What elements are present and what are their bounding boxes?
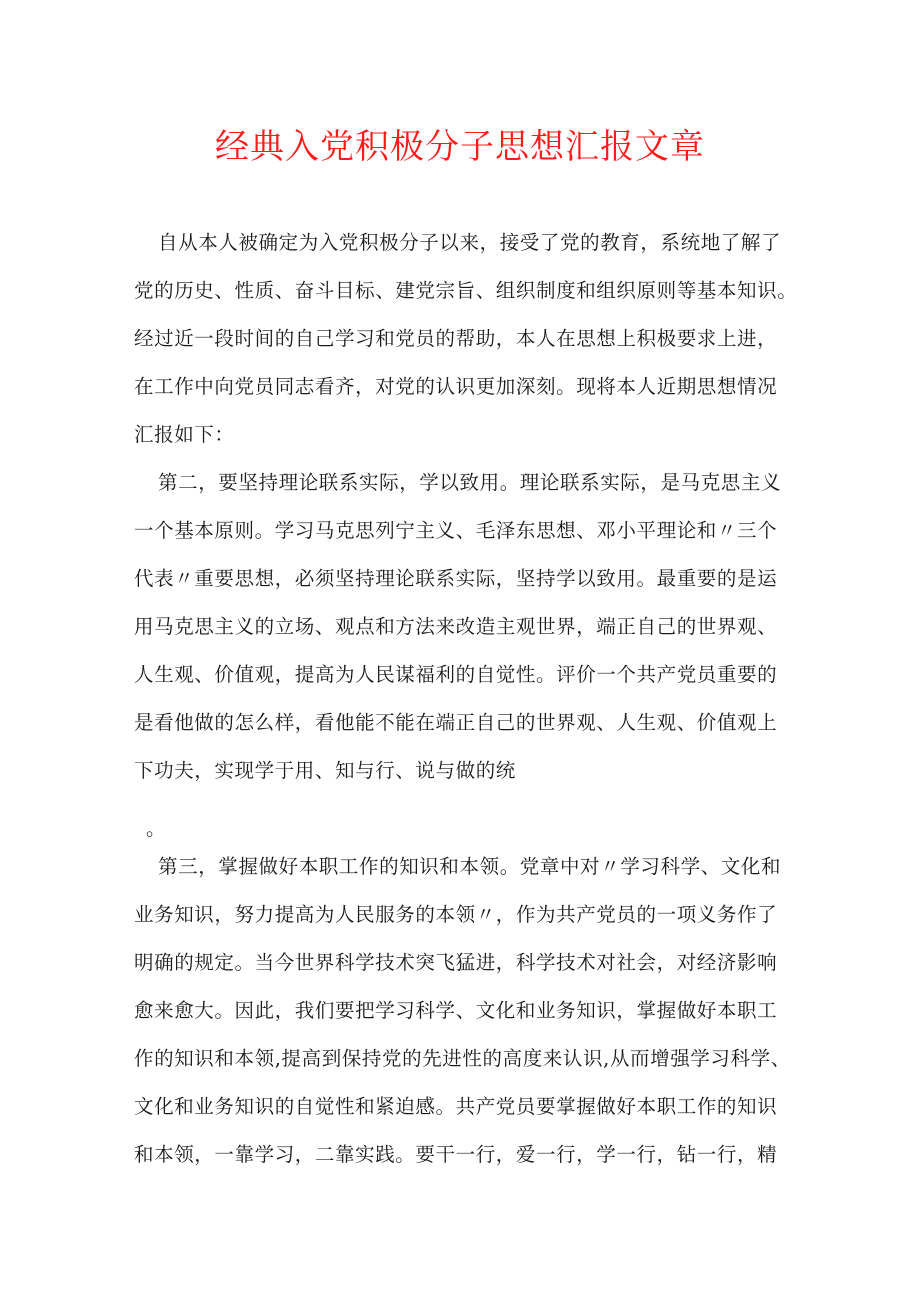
paragraph-1-line-1: 自从本人被确定为入党积极分子以来，接受了党的教育，系统地了解了 [158, 231, 782, 254]
paragraph-3-line-1: 第三，掌握做好本职工作的知识和本领。党章中对〃学习科学、文化和 [158, 855, 782, 878]
paragraph-2-line-2: 一个基本原则。学习马克思列宁主义、毛泽东思想、邓小平理论和〃三个 [134, 519, 778, 542]
paragraph-2-line-1: 第二，要坚持理论联系实际，学以致用。理论联系实际，是马克思主义 [158, 471, 782, 494]
paragraph-1-line-5: 汇报如下： [134, 423, 235, 446]
paragraph-2-line-7: 下功夫，实现学于用、知与行、说与做的统 [134, 759, 516, 782]
paragraph-3-line-4: 愈来愈大。因此，我们要把学习科学、文化和业务知识，掌握做好本职工 [134, 999, 778, 1022]
paragraph-3-line-3: 明确的规定。当今世界科学技术突飞猛进，科学技术对社会，对经济影响 [134, 951, 778, 974]
paragraph-3-line-7: 和本领，一靠学习，二靠实践。要干一行，爱一行，学一行，钻一行，精 [134, 1143, 778, 1166]
paragraph-1-line-2: 党的历史、性质、奋斗目标、建党宗旨、组织制度和组织原则等基本知识。 [134, 279, 798, 302]
paragraph-2-line-5: 人生观、价值观，提高为人民谋福利的自觉性。评价一个共产党员重要的 [134, 663, 778, 686]
paragraph-2-line-3: 代表〃重要思想，必须坚持理论联系实际，坚持学以致用。最重要的是运 [134, 567, 778, 590]
paragraph-3-line-6: 文化和业务知识的自觉性和紧迫感。共产党员要掌握做好本职工作的知识 [134, 1095, 778, 1118]
paragraph-3-line-2: 业务知识，努力提高为人民服务的本领〃，作为共产党员的一项义务作了 [134, 903, 778, 926]
paragraph-3-line-5: 作的知识和本领,提高到保持党的先进性的高度来认识,从而增强学习科学、 [134, 1047, 791, 1070]
paragraph-2-line-4: 用马克思主义的立场、观点和方法来改造主观世界，端正自己的世界观、 [134, 615, 778, 638]
paragraph-1-line-4: 在工作中向党员同志看齐，对党的认识更加深刻。现将本人近期思想情况 [134, 375, 778, 398]
paragraph-2-line-6: 是看他做的怎么样，看他能不能在端正自己的世界观、人生观、价值观上 [134, 711, 778, 734]
paragraph-2-line-8: 。 [146, 817, 167, 840]
document-title: 经典入党积极分子思想汇报文章 [215, 127, 705, 167]
paragraph-1-line-3: 经过近一段时间的自己学习和党员的帮助，本人在思想上积极要求上进， [134, 327, 778, 350]
